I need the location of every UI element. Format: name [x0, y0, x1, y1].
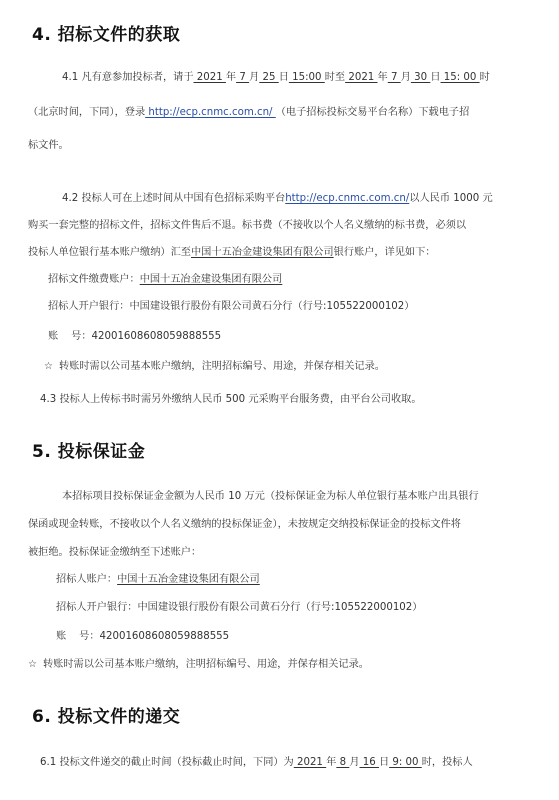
para-4-1-line-1: 4.1 凡有意参加投标者，请于 2021 年 7 月 25 日 15:00 时至 2021 年 7 月 30 日 15: 00 时 — [62, 72, 490, 83]
deposit-account-name: 中国十五冶金建设集团有限公司 — [117, 574, 260, 585]
deposit-transfer-note: ☆ 转账时需以公司基本账户缴纳，注明招标编号、用途，并保存相关记录。 — [28, 659, 369, 670]
fee-account-name: 中国十五冶金建设集团有限公司 — [139, 274, 283, 285]
deadline-day: 16 — [359, 757, 379, 768]
fee-transfer-note: ☆ 转账时需以公司基本账户缴纳，注明招标编号、用途，并保存相关记录。 — [44, 361, 385, 372]
start-month: 7 — [236, 72, 250, 83]
deposit-bank: 中国建设银行股份有限公司黄石分行（行号:105522000102） — [137, 602, 423, 613]
end-year: 2021 — [345, 72, 378, 83]
para-4-1-line-2: （北京时间，下同），登录 http://ecp.cnmc.com.cn/ （电子招标投标交易平台名称）下载电子招 — [28, 107, 470, 118]
end-month: 7 — [387, 72, 401, 83]
end-day: 30 — [410, 72, 431, 83]
end-time: 15: 00 — [440, 72, 480, 83]
para-6-1-line-1: 6.1 投标文件递交的截止时间（投标截止时间，下同）为 2021 年 8 月 16 日 9: 00 时，投标人 — [40, 757, 473, 768]
section-5-heading: 5. 投标保证金 — [32, 442, 146, 462]
deposit-bank-row: 招标人开户银行：中国建设银行股份有限公司黄石分行（行号:105522000102） — [56, 602, 423, 613]
deadline-month: 8 — [336, 757, 350, 768]
payee-company: 中国十五冶金建设集团有限公司 — [191, 247, 334, 258]
deposit-account-number-row: 账 号：42001608608059888555 — [56, 631, 230, 642]
deposit-account-number: 42001608608059888555 — [99, 631, 230, 642]
start-time: 15:00 — [288, 72, 325, 83]
fee-account-number: 42001608608059888555 — [91, 331, 222, 342]
para-4-3: 4.3 投标人上传标书时需另外缴纳人民币 500 元采购平台服务费，由平台公司收取。 — [40, 394, 422, 405]
para-5-line-2: 保函或现金转账，不接收以个人名义缴纳的投标保证金），未按规定交纳投标保证金的投标文件将 — [28, 519, 461, 530]
start-day: 25 — [259, 72, 279, 83]
platform-link-2[interactable]: http://ecp.cnmc.com.cn/ — [285, 193, 410, 204]
deadline-time: 9: 00 — [389, 757, 422, 768]
platform-link[interactable]: http://ecp.cnmc.com.cn/ — [145, 107, 276, 118]
fee-account-name-row: 招标文件缴费账户：中国十五冶金建设集团有限公司 — [48, 274, 283, 285]
fee-bank: 中国建设银行股份有限公司黄石分行（行号:105522000102） — [129, 301, 415, 312]
star-icon: ☆ — [28, 659, 37, 670]
para-4-2-line-1: 4.2 投标人可在上述时间从中国有色招标采购平台http://ecp.cnmc.com.cn/以人民币 1000 元 — [62, 193, 493, 204]
fee-bank-row: 招标人开户银行：中国建设银行股份有限公司黄石分行（行号:105522000102） — [48, 301, 415, 312]
para-4-2-line-3: 投标人单位银行基本账户缴纳）汇至中国十五冶金建设集团有限公司银行账户，详见如下： — [28, 247, 436, 258]
deposit-account-name-row: 招标人账户：中国十五冶金建设集团有限公司 — [56, 574, 260, 585]
para-4-2-line-2: 购买一套完整的招标文件，招标文件售后不退。标书费（不接收以个人名义缴纳的标书费，必须以 — [28, 220, 467, 231]
deadline-year: 2021 — [293, 757, 327, 768]
section-6-heading: 6. 投标文件的递交 — [32, 707, 181, 727]
para-5-line-3: 被拒绝。投标保证金缴纳至下述账户： — [28, 547, 202, 558]
fee-account-number-row: 账 号：42001608608059888555 — [48, 331, 222, 342]
para-5-line-1: 本招标项目投标保证金金额为人民币 10 万元（投标保证金为标人单位银行基本账户出具银行 — [62, 491, 479, 502]
section-4-heading: 4. 招标文件的获取 — [32, 25, 181, 45]
star-icon: ☆ — [44, 361, 53, 372]
para-4-1-line-3: 标文件。 — [28, 140, 69, 151]
start-year: 2021 — [193, 72, 226, 83]
